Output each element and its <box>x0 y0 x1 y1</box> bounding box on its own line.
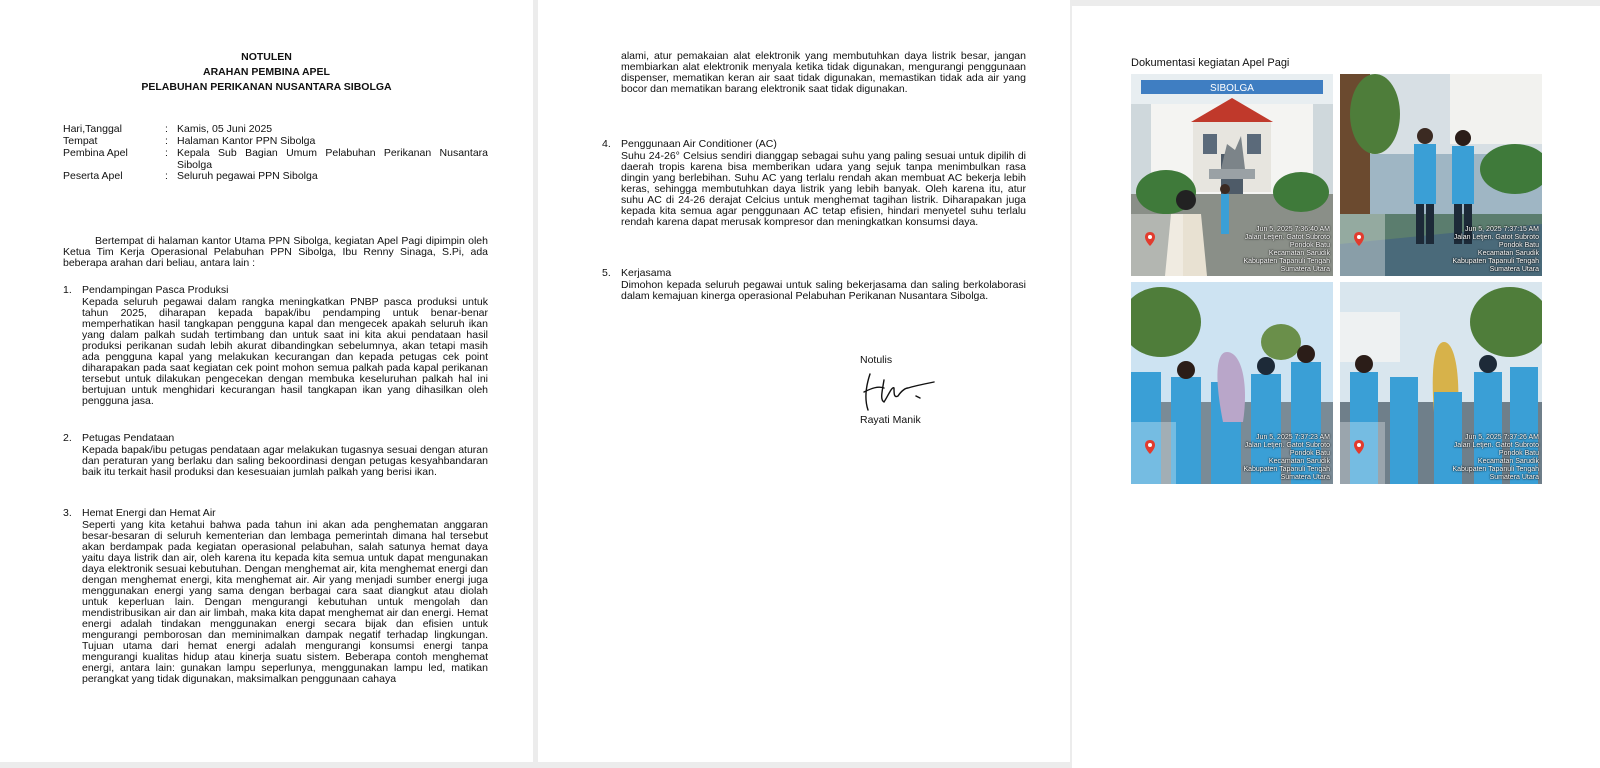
photo-officers-standing <box>1340 74 1542 276</box>
document-organization: PELABUHAN PERIKANAN NUSANTARA SIBOLGA <box>141 81 392 93</box>
meta-key: Hari,Tanggal <box>63 123 122 135</box>
photo-timestamp: Jun 5, 2025 7:37:26 AM Jalan Letjen. Gatot Subroto Pondok Batu Kecamatan Sarudik Kabupaten Tapanuli Tengah Sumatera Utara <box>1452 434 1539 481</box>
meta-row-leader <box>63 148 488 171</box>
location-pin-icon <box>1145 232 1155 246</box>
photo-caption: Dokumentasi kegiatan Apel Pagi <box>1131 57 1290 69</box>
building-sign-text: SIBOLGA <box>1210 83 1254 94</box>
signature-label: Notulis <box>860 354 893 366</box>
item-body: Dimohon kepada seluruh pegawai untuk saling bekerjasama dan saling berkolaborasi dalam kemajuan kinerga operasional Pelabuhan Perikanan Nusantara Sibolga. <box>621 279 1026 302</box>
item-heading: Hemat Energi dan Hemat Air <box>82 507 216 519</box>
photo-timestamp: Jun 5, 2025 7:37:15 AM Jalan Letjen. Gatot Subroto Pondok Batu Kecamatan Sarudik Kabupaten Tapanuli Tengah Sumatera Utara <box>1452 226 1539 273</box>
document-page-3 <box>1072 6 1600 768</box>
meta-value: Halaman Kantor PPN Sibolga <box>177 135 316 147</box>
item-body-continuation: alami, atur pemakaian alat elektronik yang membutuhkan daya listrik besar, jangan membiarkan alat elektronik menyala ketika tidak digunakan, mengurangi penggunaan dispenser, mematikan keran air saat tidak digunakan, memastikan tidak ada air yang bocor dan mematikan barang elektronik saat tidak digunakan. <box>621 50 1026 95</box>
item-body: Kepada bapak/ibu petugas pendataan agar melakukan tugasnya sesuai dengan aturan dan peraturan yang berlaku dan saling bekoordinasi dengan petugas kesyahbandaran baik itu terkait hasil produksi dan kesesuaian jumlah palkah yang berisi ikan. <box>82 444 488 478</box>
meta-value: Kamis, 05 Juni 2025 <box>177 123 273 135</box>
item-body: Seperti yang kita ketahui bahwa pada tahun ini akan ada penghematan anggaran besar-besaran di seluruh kementerian dan lembaga pemerintah dimana hal tersebut akan berdampak pada kegiatan operasional pelabuhan, salah satunya hemat daya yaitu daya listrik dan air, oleh karena itu kepada kita semua untuk dapat mengunakan daya elektronik sesuai kebutuhan. Dengan menghemat air, kita menghemat energi dan dengan menghemat energi, kita menghemat air. Air yang menjadi sumber energi juga menggunakan energi yang sama dengan berbagai cara saat diangkut atau diolah untuk keperluan lain. Dengan mengurangi kebutuhan untuk mengolah dan mendistribusikan air dan air limbah, maka kita dapat menghemat air dan energi. Hemat energi adalah tindakan menggunakan energi secara bijak dan efisien untuk mengurangi pemborosan dan meminimalkan dampak negatif terhadap lingkungan. Tujuan utama dari hemat energi adalah mengurangi konsumsi energi tanpa mengurangi kualitas hidup atau kinerja suatu sistem. Beberapa contoh menghemat energi, antara lain: gunakan lampu seperlunya, menggunakan lampu led, matikan perangkat yang tidak digunakan, maksimalkan penggunaan cahaya <box>82 519 488 685</box>
meta-colon: : <box>165 135 168 147</box>
item-heading: Pendampingan Pasca Produksi <box>82 284 229 296</box>
item-number: 2. <box>63 432 72 444</box>
meta-row-participants <box>63 171 488 183</box>
meta-key: Pembina Apel <box>63 147 128 159</box>
meta-colon: : <box>165 123 168 135</box>
document-title: NOTULEN <box>241 51 292 63</box>
meta-value: Seluruh pegawai PPN Sibolga <box>177 170 318 182</box>
photo-staff-group-1 <box>1131 282 1333 484</box>
meeting-info <box>63 124 488 183</box>
location-pin-icon <box>1354 440 1364 454</box>
signatory-name: Rayati Manik <box>860 414 921 426</box>
item-number: 1. <box>63 284 72 296</box>
photo-timestamp: Jun 5, 2025 7:37:23 AM Jalan Letjen. Gatot Subroto Pondok Batu Kecamatan Sarudik Kabupaten Tapanuli Tengah Sumatera Utara <box>1243 434 1330 481</box>
meta-key: Tempat <box>63 135 98 147</box>
document-page-1 <box>0 0 533 762</box>
meta-colon: : <box>165 170 168 182</box>
handwritten-signature <box>858 366 938 416</box>
item-number: 4. <box>602 138 611 150</box>
photo-staff-group-2 <box>1340 282 1542 484</box>
meta-key: Peserta Apel <box>63 170 123 182</box>
location-pin-icon <box>1354 232 1364 246</box>
meta-value: Kepala Sub Bagian Umum Pelabuhan Perikanan Nusantara <box>177 147 488 159</box>
item-body: Suhu 24-26° Celsius sendiri dianggap sebagai suhu yang paling sesuai untuk dipilih di daerah tropis karena bisa memberikan udara yang sejuk tanpa menimbulkan rasa dingin yang berlebihan. Suhu AC yang terlalu rendah akan membuat AC bekerja lebih keras, sehingga membutuhkan daya listrik yang lebih banyak. Oleh karena itu, atur suhu AC di 24-26 derajat Celcius untuk menghemat tagihan listrik. Diharapakan juga kepada kita semua agar penggunaan AC tetap efisien, hindari menyetel suhu terlalu rendah karena dapat merusak kompresor dan meningkatkan konsumsi daya. <box>621 150 1026 228</box>
photo-timestamp: Jun 5, 2025 7:36:40 AM Jalan Letjen. Gatot Subroto Pondok Batu Kecamatan Sarudik Kabupaten Tapanuli Tengah Sumatera Utara <box>1243 226 1330 273</box>
item-heading: Penggunaan Air Conditioner (AC) <box>621 138 777 150</box>
intro-paragraph: Bertempat di halaman kantor Utama PPN Sibolga, kegiatan Apel Pagi dipimpin oleh Ketua Tim Kerja Operasional Pelabuhan PPN Sibolga, Ibu Renny Sinaga, S.Pi, ada beberapa arahan dari beliau, antara lain : <box>63 235 488 269</box>
meta-value-cont: Sibolga <box>177 158 213 171</box>
item-body: Kepada seluruh pegawai dalam rangka meningkatkan PNBP pasca produksi untuk tahun 2025, diharapan kepada bapak/ibu pendamping untuk benar-benar memperhatikan hasil tangkapan pengguna kapal dan mengecek apakah seluruh ikan yang dalam palkah sudah tertimbang dan untuk saat ini kita akui pendataan hasil produksi perikanan sudah lebih akurat dibandingkan sebelumnya, akan tetapi masih ada pengguna kapal yang melakukan kecurangan dan kepada petugas cek point diharapakan pada saat kegiatan cek point mohon semua palkah pada kapal perikanan tersebut untuk dilakukan pengecekan dengan membuka keseluruhan palkah hal ini bertujuan untuk menghidari kecurangan hasil tangkapan ikan yang dihasilkan oleh pengguna jasa. <box>82 296 488 407</box>
location-pin-icon <box>1145 440 1155 454</box>
photo-building-front <box>1131 74 1333 276</box>
item-number: 3. <box>63 507 72 519</box>
item-heading: Kerjasama <box>621 267 672 279</box>
item-number: 5. <box>602 267 611 279</box>
item-heading: Petugas Pendataan <box>82 432 175 444</box>
document-page-2 <box>538 0 1070 762</box>
document-subtitle: ARAHAN PEMBINA APEL <box>203 66 330 78</box>
meta-colon: : <box>165 147 168 159</box>
